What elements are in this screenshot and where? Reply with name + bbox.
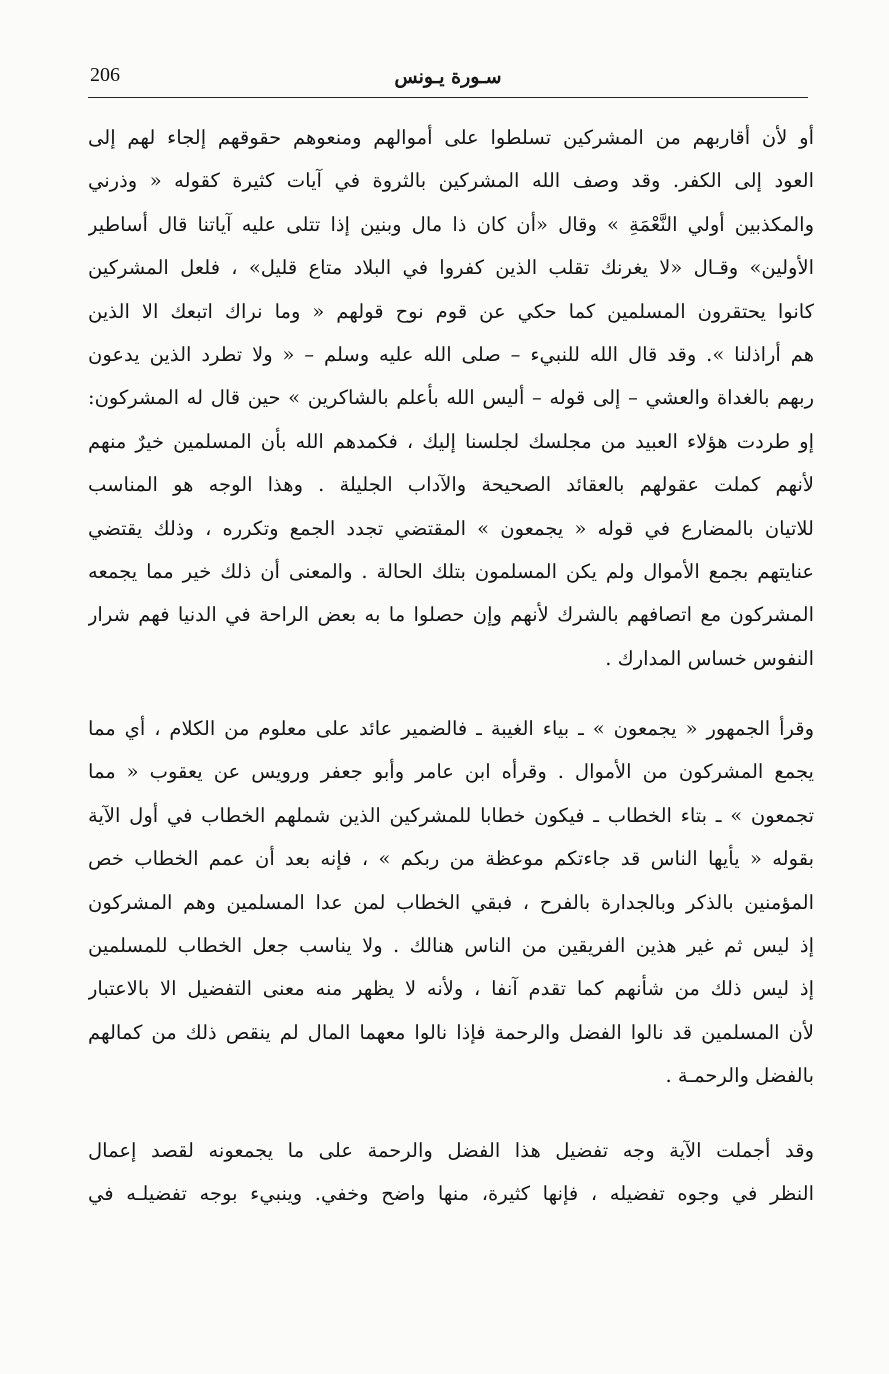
text-line: إذ ليس ذلك من شأنهم كما تقدم آنفا ، ولأنه لا يظهر منه معنى التفضيل الا بالاعتبار — [88, 977, 814, 1001]
text-line: ربهم بالغداة والعشي – إلى قوله – أليس الله بأعلم بالشاكرين » حين قال له المشركون: — [88, 386, 814, 410]
body-text — [88, 116, 814, 1215]
text-line: العود إلى الكفر. وقد وصف الله المشركين بالثروة في آيات كثيرة كقوله « وذرني — [88, 169, 814, 193]
text-line: أو لأن أقاربهم من المشركين تسلطوا على أموالهم ومنعوهم حقوقهم إلجاء لهم إلى — [88, 126, 814, 149]
text-line: النظر في وجوه تفضيله ، فإنها كثيرة، منها واضح وخفي. وينبيء بوجه تفضيلـه في — [88, 1181, 814, 1205]
text-line: بقوله « يأيها الناس قد جاءتكم موعظة من ربكم » ، فإنه بعد أن عمم الخطاب خص — [88, 847, 814, 871]
paragraph-1 — [88, 116, 814, 680]
text-line: المؤمنين بالذكر وبالجدارة بالفرح ، فبقي الخطاب لمن عدا المسلمين وهم المشركون — [88, 890, 814, 914]
text-line: إو طردت هؤلاء العبيد من مجلسك لجلسنا إليك ، فكمدهم الله بأن المسلمين خيرٌ منهم — [88, 429, 814, 453]
text-line: لأن المسلمين قد نالوا الفضل والرحمة فإذا نالوا معهما المال لم ينقص ذلك من كمالهم — [88, 1020, 814, 1044]
text-line: للاتيان بالمضارع في قوله « يجمعون » المقتضي تجدد الجمع وتكرره ، وذلك يقتضي — [88, 516, 814, 540]
text-line: والمكذبين أولي النَّعْمَةِ » وقال «أن كان ذا مال وبنين إذا تتلى عليه آياتنا قال أساطير — [88, 212, 814, 236]
running-title: سـورة يـونس — [394, 66, 502, 88]
text-line: النفوس خساس المدارك . — [605, 646, 814, 670]
text-line: يجمع المشركون من الأموال . وقرأه ابن عامر وأبو جعفر ورويس عن يعقوب « مما — [88, 760, 814, 784]
text-line: وقد أجملت الآية وجه تفضيل هذا الفضل والرحمة على ما يجمعونه لقصد إعمال — [88, 1138, 814, 1162]
text-line: تجمعون » ـ بتاء الخطاب ـ فيكون خطابا للمشركين الذين شملهم الخطاب في أول الآية — [88, 803, 814, 827]
text-line: هم أراذلنا ». وقد قال الله للنبيء – صلى الله عليه وسلم – « ولا تطرد الذين يدعون — [88, 342, 814, 366]
text-line: الأولين» وقـال «لا يغرنك تقلب الذين كفروا في البلاد متاع قليل» ، فلعل المشركين — [88, 256, 814, 280]
text-line: وقرأ الجمهور « يجمعون » ـ بياء الغيبة ـ فالضمير عائد على معلوم من الكلام ، أي مما — [88, 717, 814, 741]
header-rule — [88, 97, 808, 98]
paragraph-2 — [88, 707, 814, 1098]
paragraph-spacer — [88, 680, 814, 707]
page-header — [88, 62, 808, 98]
paragraph-spacer — [88, 1098, 814, 1129]
text-line: المشركون مع اتصافهم بالشرك لأنهم وإن حصلوا ما به بعض الراحة في الدنيا فهم شرار — [88, 603, 814, 627]
text-line: إذ ليس ثم غير هذين الفريقين من الناس هنالك . ولا يناسب جعل الخطاب للمسلمين — [88, 934, 814, 958]
page-number: 206 — [90, 64, 120, 86]
text-line: عنايتهم بجمع الأموال ولم يكن المسلمون بتلك الحالة . والمعنى أن ذلك خير مما يجمعه — [88, 559, 814, 583]
text-line: لأنهم كملت عقولهم بالعقائد الصحيحة والآداب الجليلة . وهذا الوجه هو المناسب — [88, 473, 814, 497]
text-line: كانوا يحتقرون المسلمين كما حكي عن قوم نوح قولهم « وما نراك اتبعك الا الذين — [88, 299, 814, 323]
paragraph-3 — [88, 1129, 814, 1216]
text-line: بالفضل والرحمـة . — [665, 1064, 814, 1088]
